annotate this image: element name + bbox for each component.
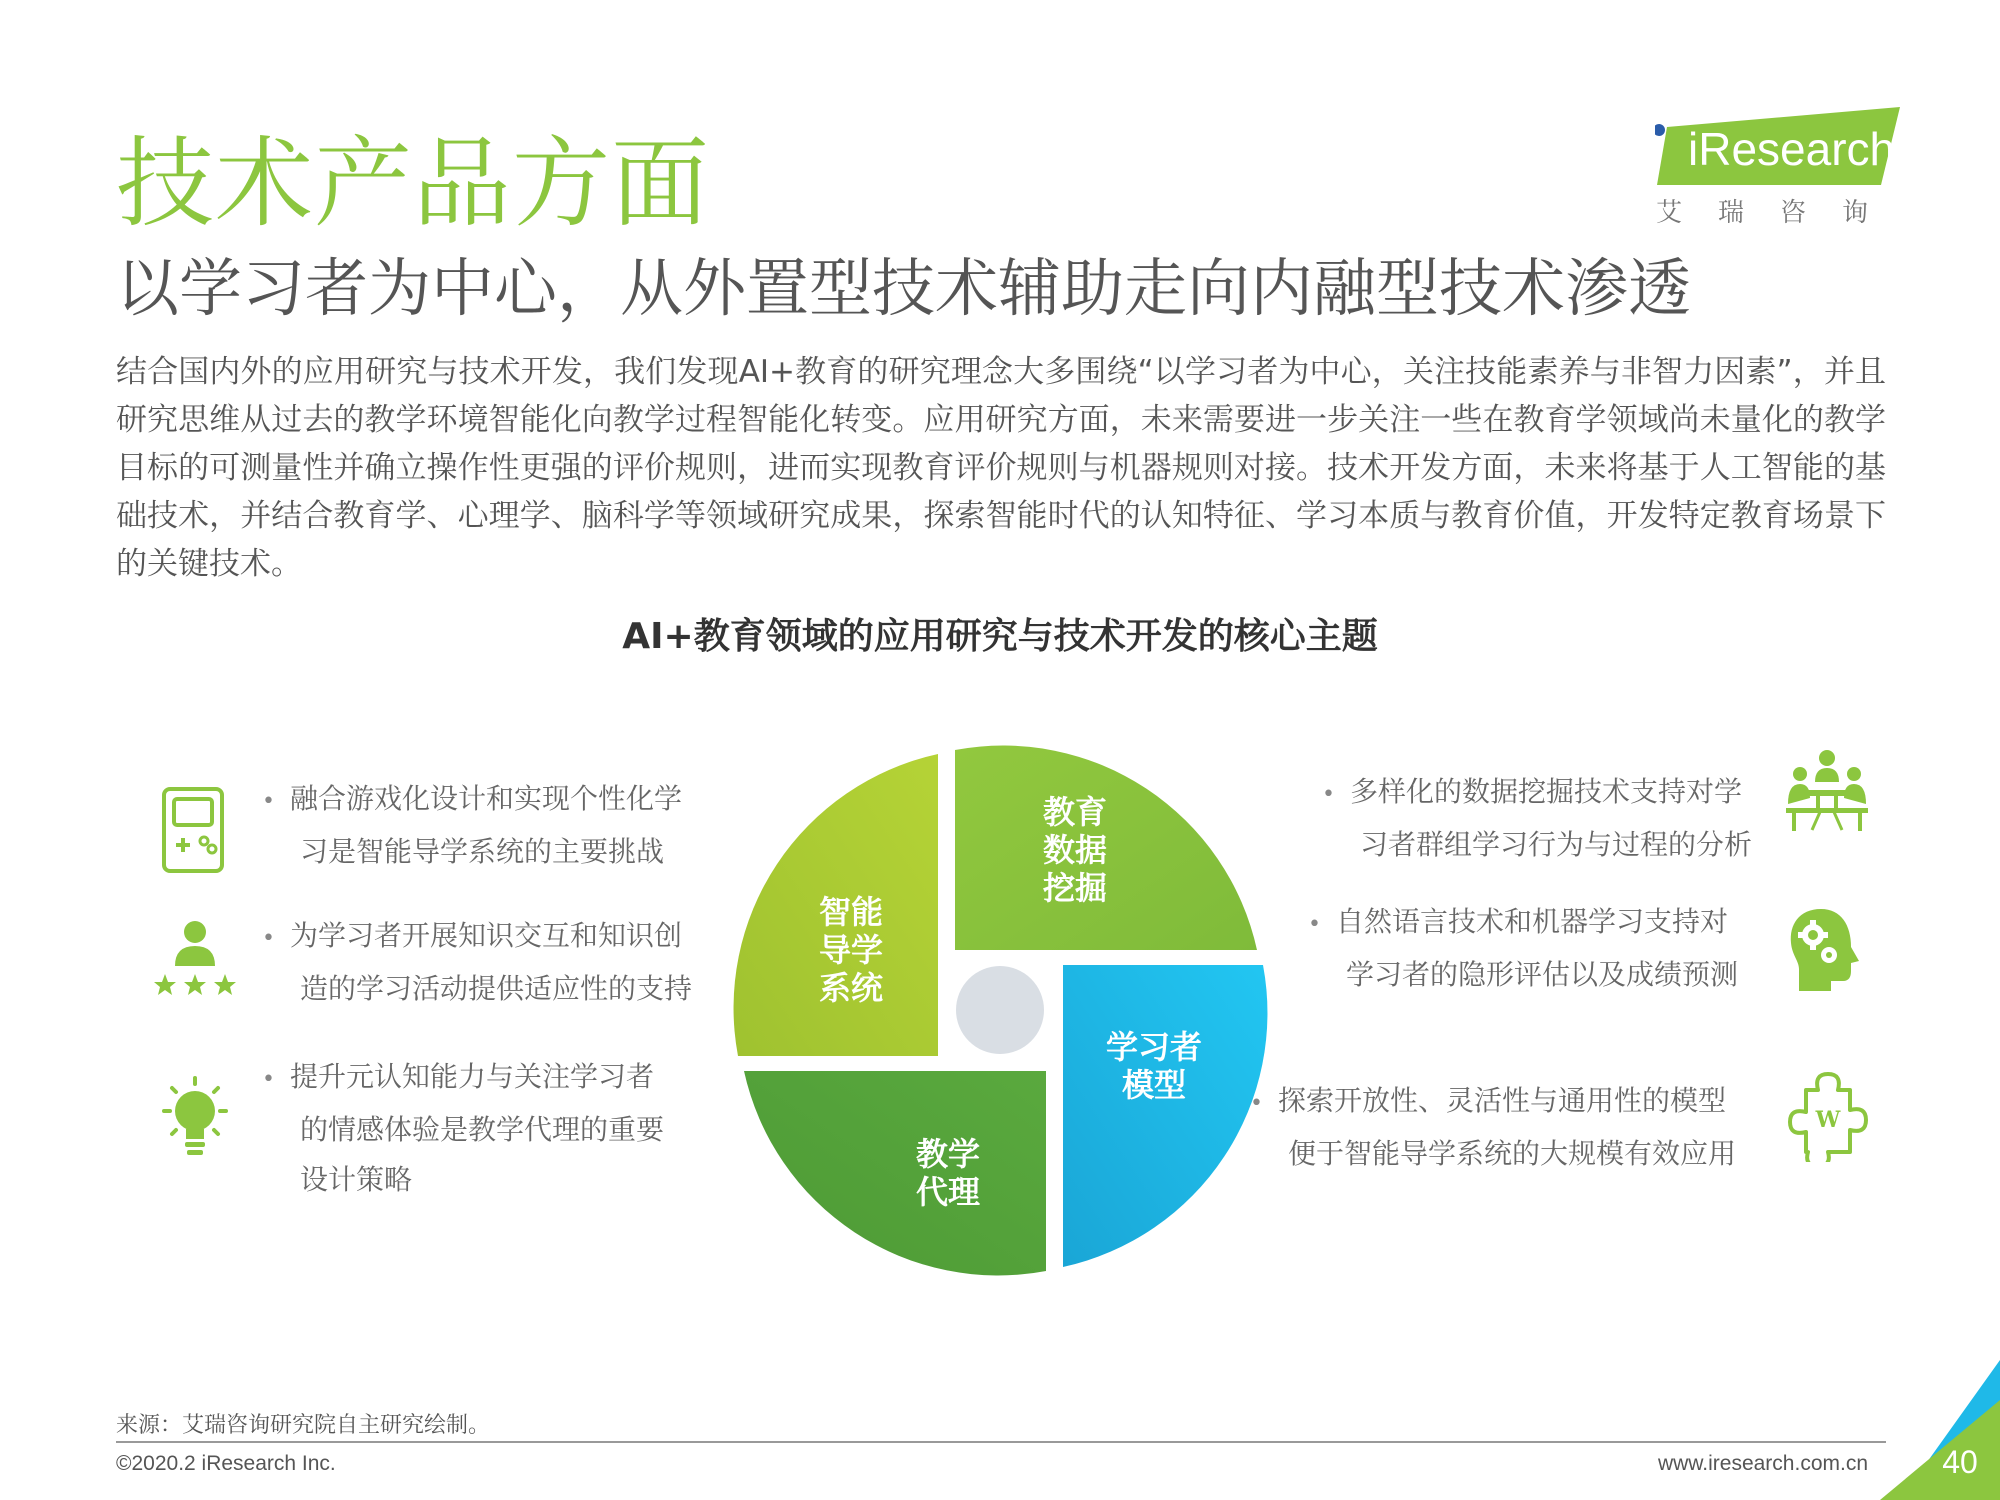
item-line: 学习者的隐形评估以及成绩预测	[1346, 958, 1739, 991]
core-topics-diagram	[730, 740, 1270, 1280]
website-link[interactable]: www.iresearch.com.cn	[1657, 1452, 1868, 1475]
item-line: 自然语言技术和机器学习支持对	[1336, 905, 1729, 938]
bullet: •	[1308, 912, 1321, 937]
lightbulb-icon	[158, 1075, 232, 1165]
segment-label: 模型	[1121, 1066, 1187, 1104]
logo-char: 咨	[1780, 198, 1807, 228]
source-note: 来源：艾瑞咨询研究院自主研究绘制。	[116, 1413, 491, 1438]
segment-label: 学习者	[1105, 1028, 1203, 1066]
logo-chinese-name	[1656, 192, 1904, 229]
item-line: 多样化的数据挖掘技术支持对学	[1350, 775, 1743, 808]
right-item-2	[1308, 897, 1738, 1000]
bullet: •	[262, 926, 275, 951]
intro-paragraph: 结合国内外的应用研究与技术开发，我们发现AI+教育的研究理念大多围绕“以学习者为中心，关注技能素养与非智力因素”，并且研究思维从过去的教学环境智能化向教学过程智能化转变。应用研究方面，未来需要进一步关注一些在教育学领域尚未量化的教学目标的可测量性并确立操作性更强的评价规则，进而实现教育评价规则与机器规则对接。技术开发方面，未来将基于人工智能的基础技术，并结合教育学、心理学、脑科学等领域研究成果，探索智能时代的认知特征、学习本质与教育价值，开发特定教育场景下的关键技术。	[116, 354, 1886, 582]
head-gears-icon	[1785, 905, 1865, 995]
right-item-3	[1250, 1076, 1736, 1179]
copyright: ©2020.2 iResearch Inc.	[116, 1452, 336, 1475]
segment-label: 挖掘	[1042, 869, 1108, 907]
segment-label: 智能	[818, 893, 884, 931]
logo-char: 瑞	[1718, 198, 1745, 228]
page-subtitle: 以学习者为中心，从外置型技术辅助走向内融型技术渗透	[116, 252, 1691, 325]
footer-divider	[116, 1441, 1886, 1443]
segment-label: 数据	[1042, 831, 1108, 869]
segment-teaching-agent	[744, 1071, 1046, 1275]
item-line: 的情感体验是教学代理的重要	[300, 1113, 665, 1146]
center-hub	[956, 966, 1044, 1054]
item-line: 造的学习活动提供适应性的支持	[300, 972, 693, 1005]
item-line: 便于智能导学系统的大规模有效应用	[1288, 1137, 1737, 1170]
left-item-2	[262, 911, 692, 1014]
segment-label: 教学	[915, 1135, 981, 1173]
segment-label: 教育	[1042, 793, 1108, 831]
left-item-3	[262, 1052, 664, 1205]
segment-label: 导学	[818, 931, 884, 969]
left-item-1	[262, 774, 682, 877]
page-title: 技术产品方面	[116, 127, 711, 241]
item-line: 探索开放性、灵活性与通用性的模型	[1278, 1084, 1727, 1117]
segment-label: 系统	[818, 969, 884, 1007]
diagram-title: AI+教育领域的应用研究与技术开发的核心主题	[622, 616, 1378, 657]
item-line: 提升元认知能力与关注学习者	[290, 1060, 655, 1093]
right-item-1	[1322, 767, 1752, 870]
segment-label: 代理	[915, 1173, 981, 1211]
item-line: 习者群组学习行为与过程的分析	[1360, 828, 1753, 861]
item-line: 融合游戏化设计和实现个性化学	[290, 782, 683, 815]
item-line: 习是智能导学系统的主要挑战	[300, 835, 665, 868]
item-line: 设计策略	[300, 1163, 413, 1196]
group-meeting-icon	[1782, 748, 1872, 834]
puzzle-icon	[1782, 1070, 1872, 1162]
gameboy-icon	[160, 785, 230, 875]
logo-char: 艾	[1656, 198, 1683, 228]
bullet: •	[262, 789, 275, 814]
bullet: •	[1322, 782, 1335, 807]
segment-learner-model	[1063, 965, 1267, 1267]
logo-brand-text: iResearch	[1688, 123, 1896, 175]
puzzle-letter: W	[1815, 1107, 1841, 1133]
logo-char: 询	[1842, 198, 1869, 228]
bullet: •	[262, 1067, 275, 1092]
page-number: 40	[1942, 1444, 1978, 1480]
learner-stars-icon	[150, 918, 240, 998]
bullet: •	[1250, 1091, 1263, 1116]
item-line: 为学习者开展知识交互和知识创	[290, 919, 683, 952]
